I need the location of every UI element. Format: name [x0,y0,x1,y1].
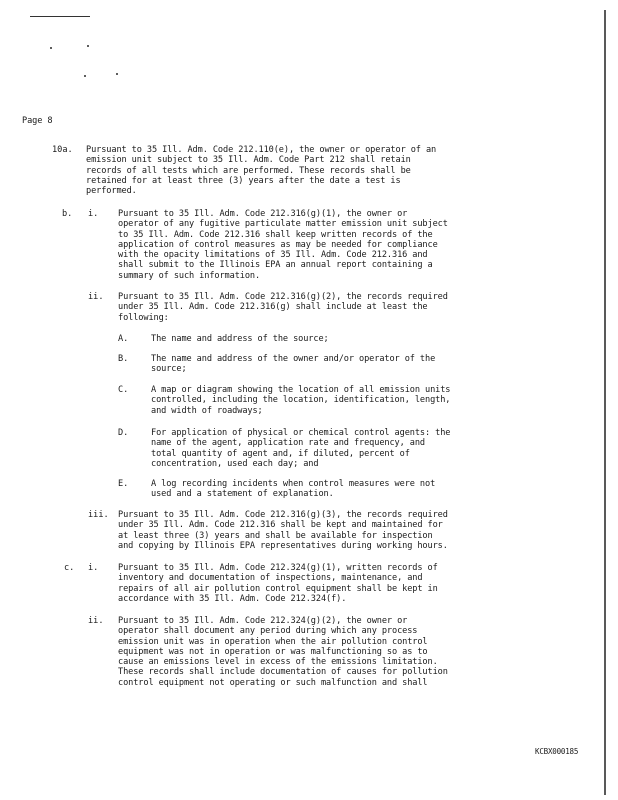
text-line: Pursuant to 35 Ill. Adm. Code 212.316(g)(1), the owner or [118,209,408,219]
item-d-label: D. [118,428,129,438]
bates-number: KCBX000185 [535,747,579,756]
text-line: total quantity of agent and, if diluted, percent of [151,448,410,459]
text-line: repairs of all air pollution control equipment shall be kept in [118,583,438,594]
item-a-label: A. [118,334,129,344]
text-line: control equipment not operating or such malfunction and shall [118,677,428,688]
text-line: name of the agent, application rate and frequency, and [151,438,425,449]
text-line: Pursuant to 35 Ill. Adm. Code 212.324(g)(2), the owner or [118,616,408,626]
text-line: with the opacity limitations of 35 Ill. Adm. Code 212.316 and [118,250,428,261]
text-line: operator shall document any period during which any process [118,626,418,637]
section-10a-text [86,145,436,196]
item-e-label: E. [118,479,129,489]
text-line: following: [118,312,169,323]
section-c-ii-text [118,616,448,688]
item-b-text [151,354,435,375]
text-line: records of all tests which are performed. These records shall be [86,165,411,176]
text-line: inventory and documentation of inspections, maintenance, and [118,573,423,584]
text-line: Pursuant to 35 Ill. Adm. Code 212.316(g)(2), the records required [118,292,448,302]
text-line: These records shall include documentation of causes for pollution [118,667,448,678]
scan-speck [84,75,86,77]
text-line: Pursuant to 35 Ill. Adm. Code 212.324(g)(1), written records of [118,563,438,573]
text-line: A log recording incidents when control measures were not [151,479,436,489]
text-line: For application of physical or chemical control agents: the [151,428,451,438]
item-c-label: C. [118,385,129,395]
text-line: summary of such information. [118,270,261,281]
scan-speck [50,47,52,49]
section-b-i-text [118,209,448,281]
page-label: Page 8 [22,116,53,126]
item-e-text [151,479,435,500]
section-b-i-label: i. [88,209,99,219]
text-line: emission unit subject to 35 Ill. Adm. Code Part 212 shall retain [86,155,411,166]
text-line: performed. [86,186,137,197]
text-line: source; [151,364,187,375]
scan-top-rule [30,16,90,17]
text-line: Pursuant to 35 Ill. Adm. Code 212.110(e), the owner or operator of an [86,145,437,155]
section-b-iii-label: iii. [88,510,109,520]
text-line: retained for at least three (3) years after the date a test is [86,175,401,186]
section-b-ii-label: ii. [88,292,104,302]
text-line: under 35 Ill. Adm. Code 212.316(g) shall include at least the [118,302,428,313]
text-line: The name and address of the source; [151,334,329,344]
text-line: equipment was not in operation or was malfunctioning so as to [118,646,428,657]
text-line: application of control measures as may be needed for compliance [118,239,438,250]
text-line: The name and address of the owner and/or operator of the [151,354,436,364]
section-b-ii-text [118,292,448,323]
text-line: used and a statement of explanation. [151,489,334,500]
item-a-text [151,334,329,344]
text-line: and width of roadways; [151,405,263,416]
text-line: operator of any fugitive particulate matter emission unit subject [118,219,448,230]
section-c-i-text [118,563,438,604]
scan-speck [87,45,89,47]
section-c-i-label: i. [88,563,99,573]
text-line: controlled, including the location, identification, length, [151,395,451,406]
section-b-iii-text [118,510,448,551]
text-line: at least three (3) years and shall be available for inspection [118,530,433,541]
text-line: emission unit was in operation when the air pollution control [118,636,428,647]
text-line: A map or diagram showing the location of all emission units [151,385,451,395]
text-line: and copying by Illinois EPA representatives during working hours. [118,540,448,551]
text-line: shall submit to the Illinois EPA an annual report containing a [118,260,433,271]
text-line: Pursuant to 35 Ill. Adm. Code 212.316(g)(3), the records required [118,510,448,520]
text-line: to 35 Ill. Adm. Code 212.316 shall keep written records of the [118,229,433,240]
item-c-text [151,385,450,416]
section-c-label: c. [64,563,75,573]
text-line: under 35 Ill. Adm. Code 212.316 shall be kept and maintained for [118,520,443,531]
section-c-ii-label: ii. [88,616,104,626]
scan-right-edge [604,10,606,795]
text-line: accordance with 35 Ill. Adm. Code 212.324(f). [118,593,347,604]
item-b-label: B. [118,354,129,364]
section-b-label: b. [62,209,73,219]
item-d-text [151,428,450,469]
text-line: concentration, used each day; and [151,458,319,469]
text-line: cause an emissions level in excess of the emissions limitation. [118,657,438,668]
section-10a-label: 10a. [52,145,73,155]
scan-speck [116,73,118,75]
